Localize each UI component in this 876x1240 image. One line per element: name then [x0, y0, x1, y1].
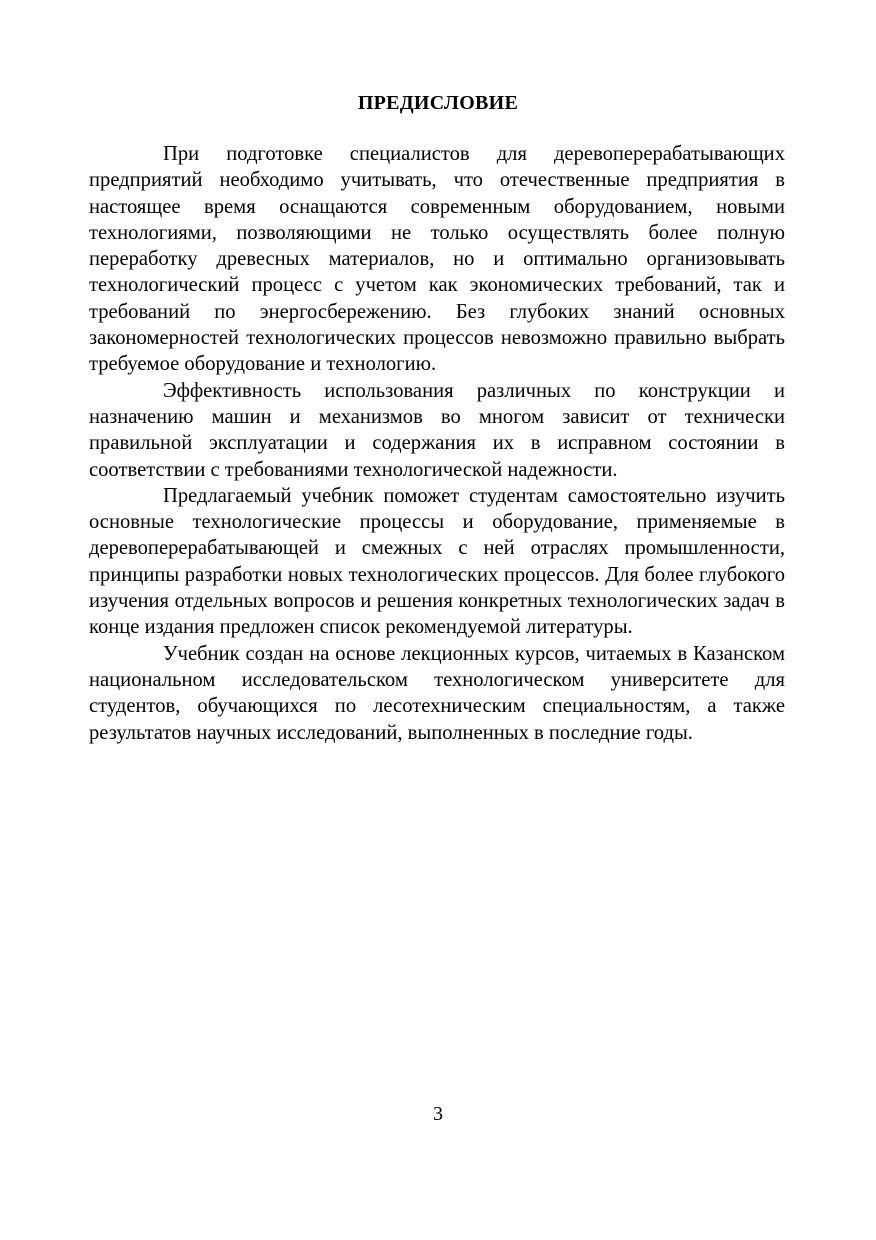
paragraph-1: При подготовке специалистов для деревоперерабатывающих предприятий необходимо учитывать, что отечественные предприятия в настоящее время оснащаются современным оборудованием, новыми технологиями, позволяющими не только осуществлять более полную переработку древесных материалов, но и оптимально организовывать технологический процесс с учетом как экономических требований, так и требований по энергосбережению. Без глубоких знаний основных закономерностей технологических процессов невозможно правильно выбрать требуемое оборудование и технологию.	[89, 143, 785, 376]
paragraph-2: Эффективность использования различных по конструкции и назначению машин и механизмов во многом зависит от технически правильной эксплуатации и содержания их в исправном состоянии в соответствии с требованиями технологической надежности.	[89, 379, 785, 481]
page-number: 3	[433, 1103, 443, 1125]
paragraph-3: Предлагаемый учебник поможет студентам самостоятельно изучить основные технологические процессы и оборудование, применяемые в деревоперерабатывающей и смежных с ней отраслях промышленности, принципы разработки новых технологических процессов. Для более глубокого изучения отдельных вопросов и решения конкретных технологических задач в конце издания предложен список рекомендуемой литературы.	[89, 484, 785, 639]
preface-body	[89, 141, 785, 746]
page-title: ПРЕДИСЛОВИЕ	[357, 92, 519, 114]
paragraph-4: Учебник создан на основе лекционных курсов, читаемых в Казанском национальном исследовательском технологическом университете для студентов, обучающихся по лесотехническим специальностям, а также результатов научных исследований, выполненных в последние годы.	[89, 642, 785, 744]
